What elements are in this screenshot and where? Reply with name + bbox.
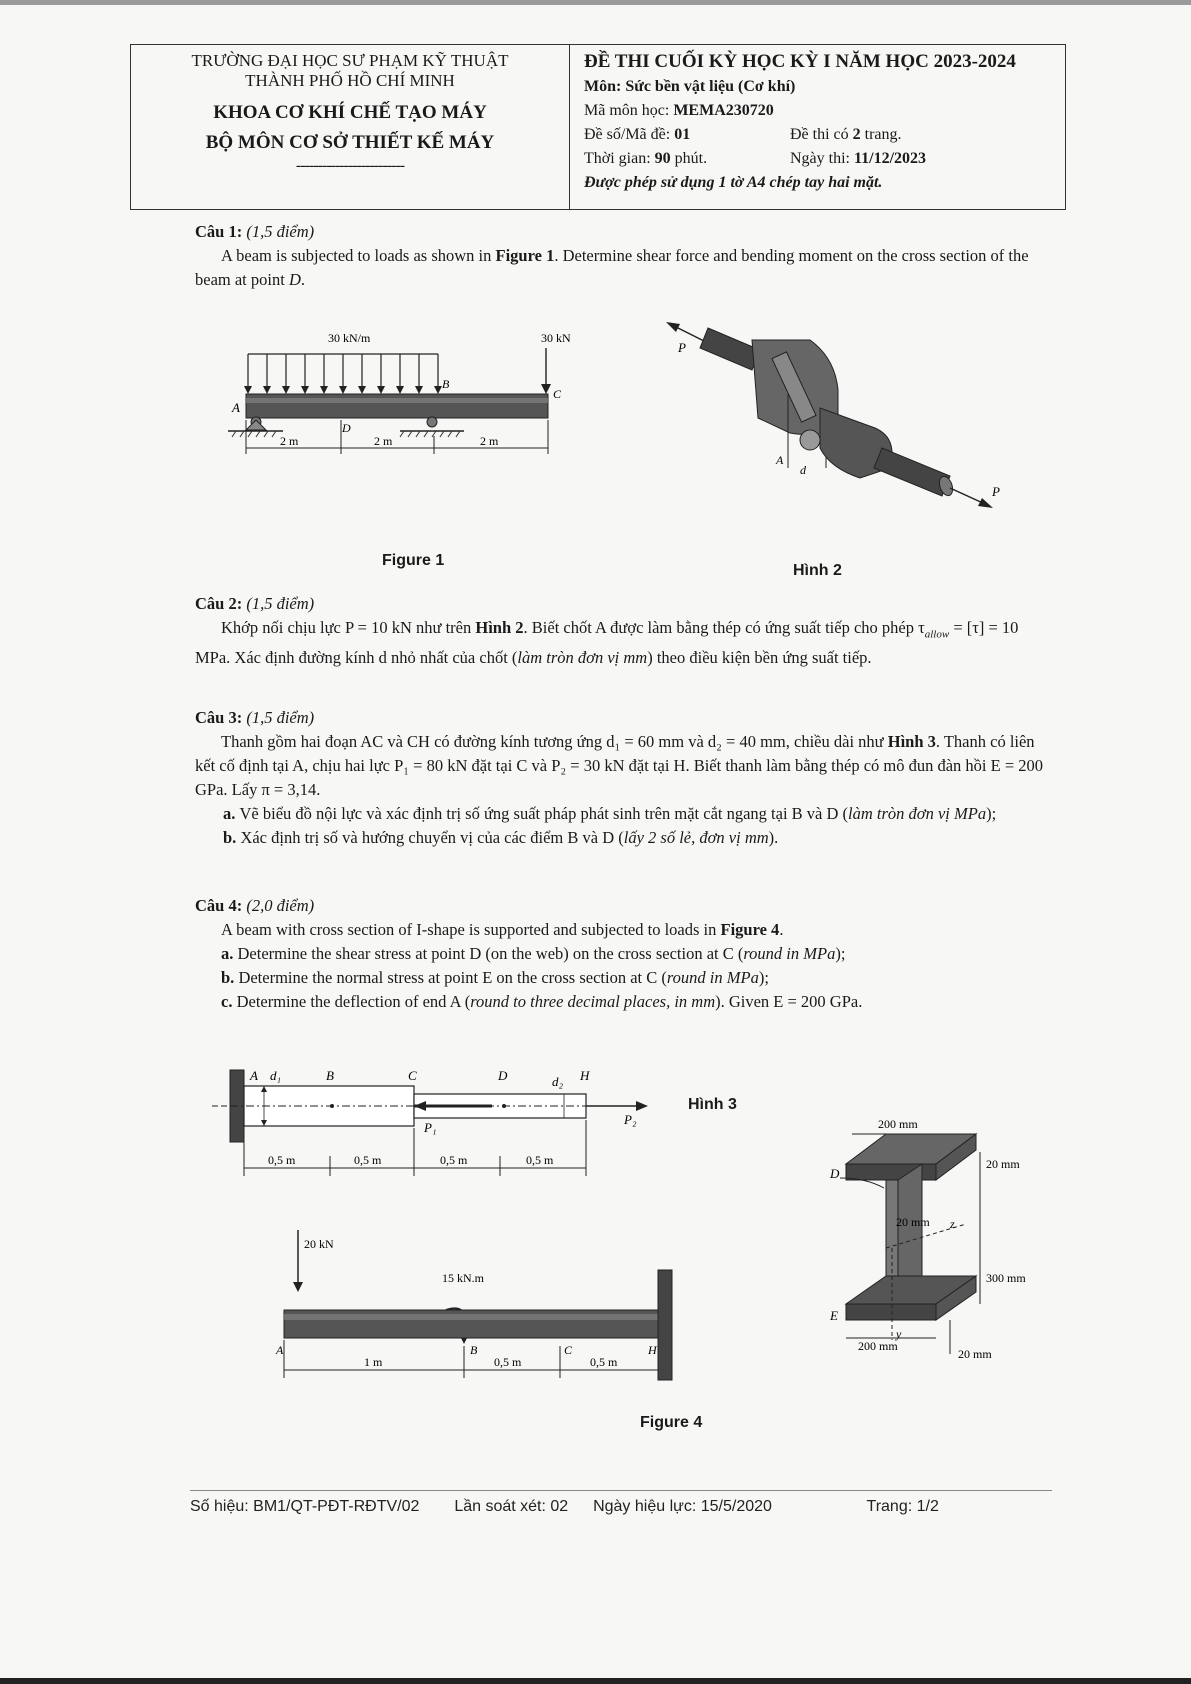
distributed-load-label: 30 kN/m [328, 331, 371, 345]
label-b: B [442, 377, 450, 391]
page-count: 2 [852, 126, 861, 143]
moment-label: 15 kN.m [442, 1271, 484, 1285]
question-1-points: (1,5 điểm) [246, 222, 315, 241]
force-p-right: P [992, 484, 1000, 499]
question-1-text: A beam is subjected to loads as shown in Figure 1. Determine shear force and bending moment on the cross section of the beam at point D. [195, 246, 1029, 289]
question-2 [195, 592, 1055, 670]
section-height: 300 mm [986, 1271, 1026, 1285]
hinh-2-ref: Hình 2 [475, 618, 524, 637]
dim-1: 2 m [280, 434, 299, 448]
label-p1: P₁ [424, 1120, 437, 1135]
figure-3-caption: Hình 3 [688, 1096, 737, 1113]
allowed-materials-note: Được phép sử dụng 1 tờ A4 chép tay hai mặt. [584, 174, 883, 191]
course-code-line: Mã môn học: MEMA230720 [584, 102, 774, 119]
footer [190, 1498, 939, 1516]
exam-duration: 90 [654, 150, 671, 167]
school-name-line2: THÀNH PHỐ HỒ CHÍ MINH [245, 71, 455, 90]
faculty-name: KHOA CƠ KHÍ CHẾ TẠO MÁY [213, 102, 487, 123]
question-3-points: (1,5 điểm) [246, 708, 315, 727]
label-h: H [648, 1343, 657, 1357]
exam-title: ĐỀ THI CUỐI KỲ HỌC KỲ I NĂM HỌC 2023-2024 [584, 51, 1016, 72]
question-2-points: (1,5 điểm) [246, 594, 315, 613]
exam-date: 11/12/2023 [854, 150, 927, 167]
label-d2: d₂ [552, 1074, 564, 1089]
question-4-points: (2,0 điểm) [246, 896, 315, 915]
dim-3: 0,5 m [590, 1355, 618, 1369]
label-d: D [498, 1068, 508, 1083]
distributed-load-arrows [248, 354, 438, 390]
force-p-left: P [678, 340, 686, 355]
label-d: D [342, 421, 351, 435]
top-scan-edge [0, 0, 1191, 5]
question-2-title: Câu 2: [195, 594, 247, 613]
label-a: A [276, 1343, 284, 1357]
bottom-scan-edge [0, 1678, 1191, 1684]
question-3-text: Thanh gồm hai đoạn AC và CH có đường kính tương ứng d₁ = 60 mm và d₂ = 40 mm, chiều dài như Hình 3. Thanh có liên kết cố định tại A, chịu hai lực P₁ = 80 kN đặt tại C và P₂ = 30 kN đặt tại H. Biết thanh làm bằng thép có mô đun đàn hồi E = 200 GPa. Lấy π = 3,14. [195, 732, 1044, 799]
dim-2: 0,5 m [354, 1153, 382, 1167]
question-3-title: Câu 3: [195, 708, 247, 727]
question-1-title: Câu 1: [195, 222, 247, 241]
footer-rule [190, 1490, 1052, 1491]
dim-4: 0,5 m [526, 1153, 554, 1167]
figure-1-ref: Figure 1 [495, 246, 555, 265]
label-a: A [250, 1068, 258, 1083]
label-y: y [896, 1327, 902, 1341]
dimension-lines [244, 1120, 586, 1176]
question-3a: a. Vẽ biểu đồ nội lực và xác định trị số ứng suất pháp phát sinh trên mặt cắt ngang tại B và D (làm tròn đơn vị MPa); [223, 804, 997, 823]
question-4a: a. Determine the shear stress at point D (on the web) on the cross section at C (round in MPa); [221, 944, 846, 963]
school-name-line1: TRƯỜNG ĐẠI HỌC SƯ PHẠM KỸ THUẬT [191, 51, 509, 70]
figure-4-cantilever [268, 1218, 718, 1408]
point-load-label: 30 kN [541, 331, 571, 345]
question-3b: b. Xác định trị số và hướng chuyển vị của các điểm B và D (lấy 2 số lẻ, đơn vị mm). [223, 828, 779, 847]
left-rod [700, 328, 760, 370]
course-code: MEMA230720 [673, 102, 774, 119]
header-dashes: ------------------------- [295, 157, 405, 174]
hinh-3-ref: Hình 3 [887, 732, 936, 751]
figure-4-ref: Figure 4 [720, 920, 780, 939]
label-c: C [564, 1343, 573, 1357]
revision: Lần soát xét: 02 [454, 1498, 569, 1515]
figure-4-caption: Figure 4 [640, 1414, 703, 1431]
label-b: B [470, 1343, 478, 1357]
question-4c: c. Determine the deflection of end A (round to three decimal places, in mm). Given E = 200 GPa. [221, 992, 863, 1011]
dim-1: 0,5 m [268, 1153, 296, 1167]
question-4-text: A beam with cross section of I-shape is supported and subjected to loads in Figure 4. [221, 920, 784, 939]
pin-a [800, 430, 820, 450]
figure-3-stepped-bar [212, 1056, 672, 1196]
dim-3: 2 m [480, 434, 499, 448]
label-d: d [800, 463, 806, 477]
question-1 [195, 220, 1055, 292]
exam-number: 01 [674, 126, 691, 143]
question-4-title: Câu 4: [195, 896, 247, 915]
top-flange-thickness: 20 mm [986, 1157, 1020, 1171]
dim-3: 0,5 m [440, 1153, 468, 1167]
fixed-wall-h [658, 1270, 672, 1380]
subject-line: Môn: Sức bền vật liệu (Cơ khí) [584, 78, 796, 95]
department-name: BỘ MÔN CƠ SỞ THIẾT KẾ MÁY [205, 132, 495, 153]
label-c: C [553, 387, 562, 401]
label-d1: d₁ [270, 1068, 282, 1083]
institution-block [131, 45, 569, 209]
right-rod [874, 448, 950, 496]
force-label: 20 kN [304, 1237, 334, 1251]
label-h: H [580, 1068, 590, 1083]
top-flange-width: 200 mm [878, 1117, 918, 1131]
label-b: B [326, 1068, 334, 1083]
figure-2-caption: Hình 2 [793, 562, 842, 579]
question-4 [195, 894, 1055, 1014]
time-date-line: Thời gian: 90 phút. Ngày thi: 11/12/2023 [584, 150, 927, 167]
dim-1: 1 m [364, 1355, 383, 1369]
bottom-flange-width: 200 mm [858, 1339, 898, 1353]
exam-header [130, 44, 1066, 210]
page-number: Trang: 1/2 [866, 1498, 939, 1515]
label-p2: P₂ [624, 1112, 637, 1127]
form-code: Số hiệu: BM1/QT-PĐT-RĐTV/02 [190, 1498, 420, 1515]
label-z: z [950, 1217, 955, 1231]
figure-1-beam [228, 324, 598, 484]
question-4b: b. Determine the normal stress at point E on the cross section at C (round in MPa); [221, 968, 769, 987]
label-a: A [232, 400, 240, 415]
figure-2-pin-joint [660, 318, 1020, 518]
support-b [427, 417, 437, 427]
bottom-flange-thickness: 20 mm [958, 1347, 992, 1361]
dim-2: 0,5 m [494, 1355, 522, 1369]
label-d: D [830, 1166, 840, 1181]
label-a: A [776, 453, 784, 467]
question-2-text: Khớp nối chịu lực P = 10 kN như trên Hình 2. Biết chốt A được làm bằng thép có ứng suất tiếp cho phép $\tau_{allow} = [\tau] = 10$ MPa. Xác định đường kính d nhỏ nhất của chốt (làm tròn đơn vị mm) theo điều kiện bền ứng suất tiếp. [195, 618, 1019, 668]
subject-name: Sức bền vật liệu (Cơ khí) [625, 78, 796, 95]
question-3 [195, 706, 1055, 850]
beam-body [246, 394, 548, 418]
label-c: C [408, 1068, 417, 1083]
exam-info-block [569, 45, 1065, 209]
label-e: E [830, 1308, 838, 1323]
web-thickness: 20 mm [896, 1215, 930, 1229]
dim-2: 2 m [374, 434, 393, 448]
exam-number-line: Đề số/Mã đề: 01 Đề thi có 2 trang. [584, 126, 902, 143]
effective-date: Ngày hiệu lực: 15/5/2020 [593, 1498, 772, 1515]
i-beam-section [826, 1108, 1056, 1398]
figure-1-caption: Figure 1 [382, 552, 445, 569]
